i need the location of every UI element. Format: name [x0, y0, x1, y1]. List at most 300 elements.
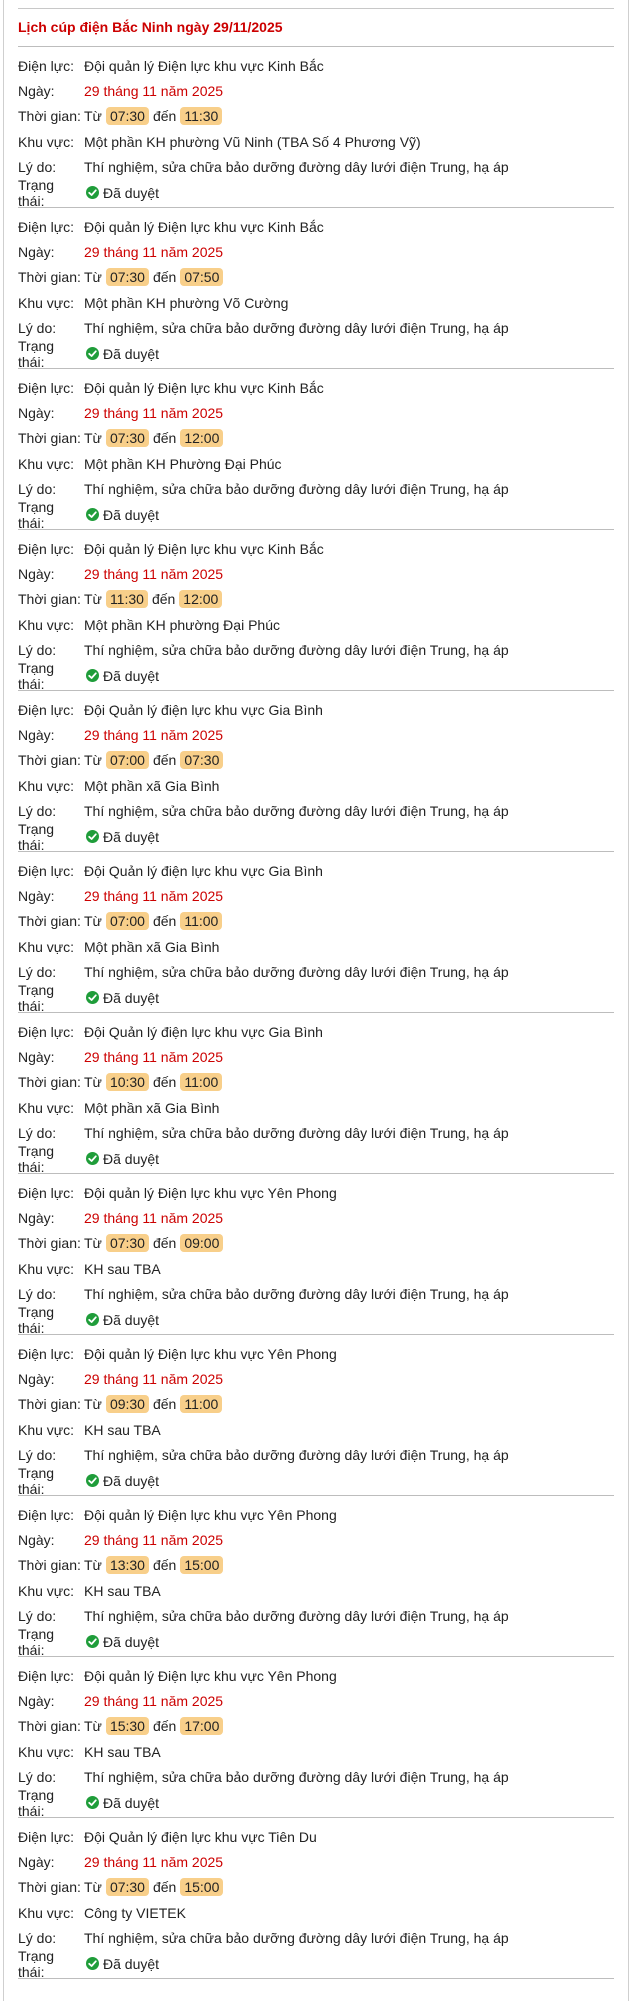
status-label: Trạng thái:: [18, 498, 55, 531]
check-circle-icon: [86, 669, 99, 682]
reason-label: Lý do:: [18, 1447, 57, 1464]
area-value: Một phần KH Phường Đại Phúc: [84, 455, 282, 472]
area-value: Một phần KH phường Vũ Ninh (TBA Số 4 Phương Vỹ): [84, 133, 421, 150]
unit-row: [18, 1824, 614, 1849]
time-value: [84, 268, 227, 286]
reason-label: Lý do:: [18, 1930, 57, 1947]
area-label: Khu vực:: [18, 938, 75, 955]
area-value: KH sau TBA: [84, 1260, 161, 1277]
area-row: [18, 451, 614, 476]
check-circle-icon: [86, 1957, 99, 1970]
date-value: 29 tháng 11 năm 2025: [84, 1049, 224, 1066]
outage-entry: [18, 852, 614, 1013]
area-row: [18, 1739, 614, 1764]
page-title: Lịch cúp điện Bắc Ninh ngày 29/11/2025: [18, 19, 283, 35]
from-label: Từ: [84, 1557, 102, 1574]
date-value: 29 tháng 11 năm 2025: [84, 405, 224, 422]
area-label: Khu vực:: [18, 1582, 75, 1599]
date-row: [18, 1044, 614, 1069]
date-value: 29 tháng 11 năm 2025: [84, 1210, 224, 1227]
date-row: [18, 1366, 614, 1391]
date-value: 29 tháng 11 năm 2025: [84, 83, 224, 100]
time-row: [18, 426, 614, 451]
date-label: Ngày:: [18, 727, 55, 744]
start-time-badge: 07:00: [106, 912, 149, 930]
date-value: 29 tháng 11 năm 2025: [84, 1854, 224, 1871]
status-label: Trạng thái:: [18, 337, 55, 370]
time-row: [18, 909, 614, 934]
end-time-badge: 07:30: [180, 751, 223, 769]
to-label: đến: [152, 1879, 177, 1896]
status-value: [84, 1795, 159, 1811]
area-row: [18, 290, 614, 315]
date-label: Ngày:: [18, 566, 55, 583]
time-label: Thời gian:: [18, 913, 81, 930]
time-label: Thời gian:: [18, 430, 81, 447]
to-label: đến: [152, 1718, 177, 1735]
date-row: [18, 883, 614, 908]
date-value: 29 tháng 11 năm 2025: [84, 888, 224, 905]
status-text: Đã duyệt: [103, 1633, 160, 1650]
title-divider: [18, 37, 614, 47]
end-time-badge: 15:00: [180, 1878, 223, 1896]
reason-label: Lý do:: [18, 803, 57, 820]
status-value: [84, 507, 159, 523]
unit-value: Đội quản lý Điện lực khu vực Kinh Bắc: [84, 540, 324, 557]
check-circle-icon: [86, 1152, 99, 1165]
status-text: Đã duyệt: [103, 1794, 160, 1811]
unit-value: Đội quản lý Điện lực khu vực Yên Phong: [84, 1184, 337, 1201]
outage-entry: [18, 530, 614, 691]
reason-value: Thí nghiệm, sửa chữa bảo dưỡng đường dây lưới điện Trung, hạ áp: [84, 964, 509, 981]
status-row: [18, 1625, 614, 1658]
status-text: Đã duyệt: [103, 1311, 160, 1328]
outage-entry: [18, 1013, 614, 1174]
unit-row: [18, 1180, 614, 1205]
reason-row: [18, 155, 614, 180]
check-circle-icon: [86, 1313, 99, 1326]
end-time-badge: 11:30: [180, 107, 222, 125]
reason-label: Lý do:: [18, 1608, 57, 1625]
end-time-badge: 09:00: [180, 1234, 223, 1252]
reason-row: [18, 477, 614, 502]
date-value: 29 tháng 11 năm 2025: [84, 1371, 224, 1388]
status-value: [84, 185, 159, 201]
unit-label: Điện lực:: [18, 1345, 75, 1362]
reason-row: [18, 960, 614, 985]
end-time-badge: 11:00: [180, 1073, 222, 1091]
time-label: Thời gian:: [18, 108, 81, 125]
status-label: Trạng thái:: [18, 1464, 55, 1497]
area-row: [18, 1256, 614, 1281]
from-label: Từ: [84, 430, 102, 447]
from-label: Từ: [84, 1235, 102, 1252]
area-label: Khu vực:: [18, 1743, 75, 1760]
unit-label: Điện lực:: [18, 1667, 75, 1684]
date-label: Ngày:: [18, 1854, 55, 1871]
unit-row: [18, 1341, 614, 1366]
time-row: [18, 748, 614, 773]
date-row: [18, 78, 614, 103]
status-row: [18, 498, 614, 531]
start-time-badge: 11:30: [106, 590, 148, 608]
from-label: Từ: [84, 752, 102, 769]
reason-value: Thí nghiệm, sửa chữa bảo dưỡng đường dây lưới điện Trung, hạ áp: [84, 1769, 509, 1786]
start-time-badge: 07:00: [106, 751, 149, 769]
from-label: Từ: [84, 1879, 102, 1896]
unit-row: [18, 536, 614, 561]
from-label: Từ: [84, 1074, 102, 1091]
from-label: Từ: [84, 108, 102, 125]
reason-row: [18, 799, 614, 824]
unit-row: [18, 697, 614, 722]
outage-entry: [18, 47, 614, 208]
date-label: Ngày:: [18, 1371, 55, 1388]
status-row: [18, 1142, 614, 1175]
status-text: Đã duyệt: [103, 345, 160, 362]
time-value: [84, 107, 226, 125]
area-row: [18, 612, 614, 637]
reason-label: Lý do:: [18, 159, 57, 176]
date-value: 29 tháng 11 năm 2025: [84, 1532, 224, 1549]
status-label: Trạng thái:: [18, 659, 55, 692]
date-label: Ngày:: [18, 1693, 55, 1710]
reason-row: [18, 638, 614, 663]
time-value: [84, 1395, 226, 1413]
end-time-badge: 12:00: [180, 429, 223, 447]
unit-value: Đội Quản lý điện lực khu vực Tiên Du: [84, 1828, 317, 1845]
status-label: Trạng thái:: [18, 176, 55, 209]
start-time-badge: 07:30: [106, 268, 149, 286]
outage-entry: [18, 1657, 614, 1818]
unit-value: Đội quản lý Điện lực khu vực Kinh Bắc: [84, 379, 324, 396]
to-label: đến: [152, 913, 177, 930]
from-label: Từ: [84, 591, 102, 608]
reason-row: [18, 1765, 614, 1790]
status-label: Trạng thái:: [18, 1947, 55, 1980]
end-time-badge: 11:00: [180, 1395, 222, 1413]
from-label: Từ: [84, 913, 102, 930]
reason-row: [18, 1604, 614, 1629]
start-time-badge: 15:30: [106, 1717, 149, 1735]
unit-value: Đội quản lý Điện lực khu vực Yên Phong: [84, 1667, 337, 1684]
from-label: Từ: [84, 269, 102, 286]
area-label: Khu vực:: [18, 455, 75, 472]
status-row: [18, 176, 614, 209]
from-label: Từ: [84, 1396, 102, 1413]
status-label: Trạng thái:: [18, 1625, 55, 1658]
area-value: Công ty VIETEK: [84, 1904, 186, 1921]
reason-value: Thí nghiệm, sửa chữa bảo dưỡng đường dây lưới điện Trung, hạ áp: [84, 642, 509, 659]
end-time-badge: 12:00: [179, 590, 222, 608]
time-label: Thời gian:: [18, 269, 81, 286]
reason-value: Thí nghiệm, sửa chữa bảo dưỡng đường dây lưới điện Trung, hạ áp: [84, 1286, 509, 1303]
check-circle-icon: [86, 186, 99, 199]
area-value: Một phần xã Gia Bình: [84, 1099, 220, 1116]
outage-entry: [18, 1818, 614, 1979]
status-value: [84, 829, 159, 845]
time-value: [84, 1234, 227, 1252]
status-text: Đã duyệt: [103, 184, 160, 201]
time-value: [84, 429, 227, 447]
date-label: Ngày:: [18, 888, 55, 905]
time-row: [18, 1875, 614, 1900]
date-row: [18, 1527, 614, 1552]
time-value: [84, 1717, 227, 1735]
time-value: [84, 1556, 227, 1574]
check-circle-icon: [86, 991, 99, 1004]
reason-value: Thí nghiệm, sửa chữa bảo dưỡng đường dây lưới điện Trung, hạ áp: [84, 1125, 509, 1142]
check-circle-icon: [86, 347, 99, 360]
unit-value: Đội Quản lý điện lực khu vực Gia Bình: [84, 701, 323, 718]
date-label: Ngày:: [18, 405, 55, 422]
date-row: [18, 1688, 614, 1713]
to-label: đến: [152, 752, 177, 769]
outage-entry: [18, 208, 614, 369]
reason-value: Thí nghiệm, sửa chữa bảo dưỡng đường dây lưới điện Trung, hạ áp: [84, 159, 509, 176]
outage-entry: [18, 1174, 614, 1335]
check-circle-icon: [86, 1635, 99, 1648]
time-label: Thời gian:: [18, 1718, 81, 1735]
unit-value: Đội quản lý Điện lực khu vực Yên Phong: [84, 1506, 337, 1523]
start-time-badge: 07:30: [106, 1234, 149, 1252]
reason-value: Thí nghiệm, sửa chữa bảo dưỡng đường dây lưới điện Trung, hạ áp: [84, 1930, 509, 1947]
date-row: [18, 561, 614, 586]
outage-entry: [18, 691, 614, 852]
area-value: KH sau TBA: [84, 1582, 161, 1599]
area-label: Khu vực:: [18, 777, 75, 794]
unit-value: Đội quản lý Điện lực khu vực Kinh Bắc: [84, 57, 324, 74]
unit-row: [18, 1663, 614, 1688]
status-label: Trạng thái:: [18, 1142, 55, 1175]
reason-value: Thí nghiệm, sửa chữa bảo dưỡng đường dây lưới điện Trung, hạ áp: [84, 320, 509, 337]
status-text: Đã duyệt: [103, 506, 160, 523]
start-time-badge: 07:30: [106, 107, 149, 125]
time-value: [84, 1878, 227, 1896]
area-value: Một phần KH phường Đại Phúc: [84, 616, 280, 633]
unit-label: Điện lực:: [18, 1828, 75, 1845]
unit-row: [18, 858, 614, 883]
to-label: đến: [152, 1074, 177, 1091]
date-label: Ngày:: [18, 244, 55, 261]
time-value: [84, 751, 227, 769]
unit-label: Điện lực:: [18, 862, 75, 879]
area-row: [18, 129, 614, 154]
check-circle-icon: [86, 1474, 99, 1487]
to-label: đến: [152, 108, 177, 125]
reason-row: [18, 1443, 614, 1468]
time-label: Thời gian:: [18, 1074, 81, 1091]
status-label: Trạng thái:: [18, 1786, 55, 1819]
area-label: Khu vực:: [18, 133, 75, 150]
date-row: [18, 1205, 614, 1230]
reason-row: [18, 316, 614, 341]
time-value: [84, 1073, 226, 1091]
status-value: [84, 990, 159, 1006]
status-value: [84, 1312, 159, 1328]
time-row: [18, 587, 614, 612]
unit-row: [18, 214, 614, 239]
check-circle-icon: [86, 1796, 99, 1809]
area-row: [18, 934, 614, 959]
time-label: Thời gian:: [18, 752, 81, 769]
reason-label: Lý do:: [18, 1286, 57, 1303]
time-row: [18, 1070, 614, 1095]
end-time-badge: 11:00: [180, 912, 222, 930]
area-label: Khu vực:: [18, 1260, 75, 1277]
area-row: [18, 1900, 614, 1925]
date-row: [18, 1849, 614, 1874]
date-row: [18, 400, 614, 425]
time-row: [18, 1714, 614, 1739]
time-row: [18, 1553, 614, 1578]
to-label: đến: [152, 430, 177, 447]
status-row: [18, 659, 614, 692]
outage-entry: [18, 1335, 614, 1496]
unit-label: Điện lực:: [18, 1506, 75, 1523]
date-value: 29 tháng 11 năm 2025: [84, 244, 224, 261]
area-row: [18, 1417, 614, 1442]
area-label: Khu vực:: [18, 1099, 75, 1116]
to-label: đến: [152, 1396, 177, 1413]
status-text: Đã duyệt: [103, 989, 160, 1006]
area-label: Khu vực:: [18, 616, 75, 633]
area-label: Khu vực:: [18, 1421, 75, 1438]
status-value: [84, 1956, 159, 1972]
unit-row: [18, 1019, 614, 1044]
to-label: đến: [152, 269, 177, 286]
status-text: Đã duyệt: [103, 1150, 160, 1167]
area-row: [18, 1578, 614, 1603]
unit-label: Điện lực:: [18, 218, 75, 235]
reason-value: Thí nghiệm, sửa chữa bảo dưỡng đường dây lưới điện Trung, hạ áp: [84, 1447, 509, 1464]
date-value: 29 tháng 11 năm 2025: [84, 1693, 224, 1710]
reason-label: Lý do:: [18, 320, 57, 337]
unit-label: Điện lực:: [18, 57, 75, 74]
time-row: [18, 104, 614, 129]
date-value: 29 tháng 11 năm 2025: [84, 727, 224, 744]
date-label: Ngày:: [18, 83, 55, 100]
reason-label: Lý do:: [18, 964, 57, 981]
status-label: Trạng thái:: [18, 1303, 55, 1336]
unit-label: Điện lực:: [18, 540, 75, 557]
outage-entry: [18, 369, 614, 530]
start-time-badge: 13:30: [106, 1556, 149, 1574]
status-row: [18, 981, 614, 1014]
end-time-badge: 17:00: [180, 1717, 223, 1735]
reason-label: Lý do:: [18, 642, 57, 659]
area-value: Một phần xã Gia Bình: [84, 938, 220, 955]
area-row: [18, 1095, 614, 1120]
reason-label: Lý do:: [18, 1769, 57, 1786]
check-circle-icon: [86, 508, 99, 521]
time-label: Thời gian:: [18, 591, 81, 608]
unit-row: [18, 375, 614, 400]
to-label: đến: [151, 591, 176, 608]
date-row: [18, 239, 614, 264]
status-text: Đã duyệt: [103, 1955, 160, 1972]
status-row: [18, 1303, 614, 1336]
status-text: Đã duyệt: [103, 667, 160, 684]
status-label: Trạng thái:: [18, 981, 55, 1014]
date-label: Ngày:: [18, 1532, 55, 1549]
unit-value: Đội quản lý Điện lực khu vực Yên Phong: [84, 1345, 337, 1362]
unit-value: Đội Quản lý điện lực khu vực Gia Bình: [84, 862, 323, 879]
unit-label: Điện lực:: [18, 1184, 75, 1201]
unit-row: [18, 1502, 614, 1527]
area-value: KH sau TBA: [84, 1421, 161, 1438]
area-label: Khu vực:: [18, 1904, 75, 1921]
end-time-badge: 07:50: [180, 268, 223, 286]
reason-label: Lý do:: [18, 481, 57, 498]
time-value: [84, 590, 226, 608]
end-time-badge: 15:00: [180, 1556, 223, 1574]
unit-label: Điện lực:: [18, 379, 75, 396]
date-label: Ngày:: [18, 1049, 55, 1066]
start-time-badge: 07:30: [106, 429, 149, 447]
to-label: đến: [152, 1557, 177, 1574]
status-row: [18, 337, 614, 370]
area-row: [18, 773, 614, 798]
unit-value: Đội Quản lý điện lực khu vực Gia Bình: [84, 1023, 323, 1040]
time-label: Thời gian:: [18, 1235, 81, 1252]
unit-value: Đội quản lý Điện lực khu vực Kinh Bắc: [84, 218, 324, 235]
time-value: [84, 912, 226, 930]
outage-entry: [18, 1496, 614, 1657]
status-value: [84, 346, 159, 362]
status-row: [18, 1947, 614, 1980]
status-row: [18, 1786, 614, 1819]
status-value: [84, 1473, 159, 1489]
status-text: Đã duyệt: [103, 1472, 160, 1489]
start-time-badge: 09:30: [106, 1395, 149, 1413]
date-label: Ngày:: [18, 1210, 55, 1227]
time-label: Thời gian:: [18, 1396, 81, 1413]
reason-row: [18, 1282, 614, 1307]
time-label: Thời gian:: [18, 1557, 81, 1574]
time-row: [18, 1392, 614, 1417]
reason-value: Thí nghiệm, sửa chữa bảo dưỡng đường dây lưới điện Trung, hạ áp: [84, 1608, 509, 1625]
status-text: Đã duyệt: [103, 828, 160, 845]
check-circle-icon: [86, 830, 99, 843]
from-label: Từ: [84, 1718, 102, 1735]
reason-row: [18, 1121, 614, 1146]
outage-schedule-page: [3, 0, 629, 2001]
unit-row: [18, 53, 614, 78]
unit-label: Điện lực:: [18, 1023, 75, 1040]
reason-label: Lý do:: [18, 1125, 57, 1142]
to-label: đến: [152, 1235, 177, 1252]
unit-label: Điện lực:: [18, 701, 75, 718]
status-row: [18, 1464, 614, 1497]
time-label: Thời gian:: [18, 1879, 81, 1896]
time-row: [18, 265, 614, 290]
reason-row: [18, 1926, 614, 1951]
status-value: [84, 1634, 159, 1650]
status-value: [84, 1151, 159, 1167]
area-value: KH sau TBA: [84, 1743, 161, 1760]
area-value: Một phần KH phường Võ Cường: [84, 294, 289, 311]
reason-value: Thí nghiệm, sửa chữa bảo dưỡng đường dây lưới điện Trung, hạ áp: [84, 803, 509, 820]
date-row: [18, 722, 614, 747]
start-time-badge: 10:30: [106, 1073, 149, 1091]
status-row: [18, 820, 614, 853]
status-label: Trạng thái:: [18, 820, 55, 853]
reason-value: Thí nghiệm, sửa chữa bảo dưỡng đường dây lưới điện Trung, hạ áp: [84, 481, 509, 498]
area-label: Khu vực:: [18, 294, 75, 311]
top-divider: [18, 0, 614, 9]
status-value: [84, 668, 159, 684]
